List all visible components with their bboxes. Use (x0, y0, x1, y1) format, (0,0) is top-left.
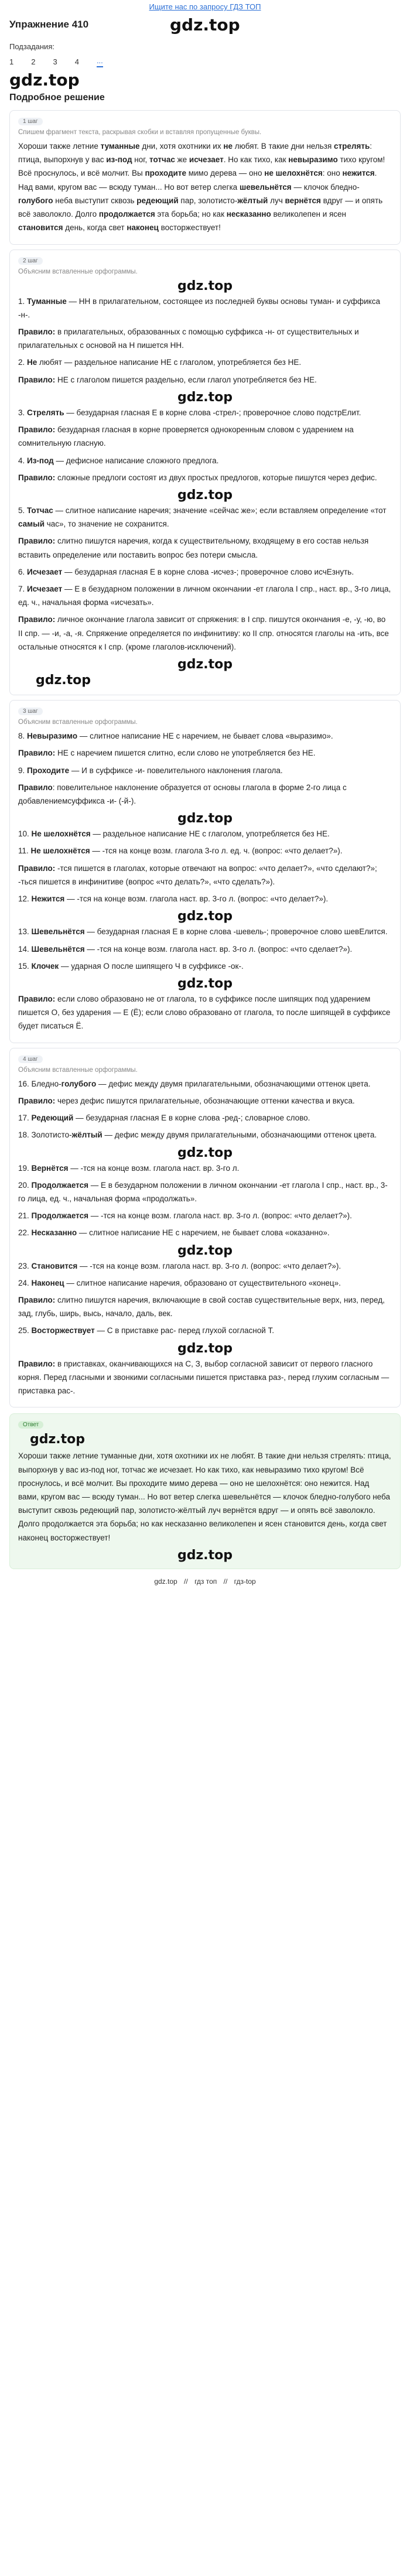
answer-text: Хороши также летние туманные дни, хотя охотники их не любят. В такие дни нельзя стрелять: птица, выпорхнув у вас из-под ног, тотчас же исчезает. Но как тихо, как невыразимо тихо кругом! Всё проснулось, и всё молчит. Вы проходите мимо дерева — оно не шелохнётся: оно нежится. Над вами, кругом вас — всюду туман... Но вот ветер слегка шевельнётся — клочок бледно-голубого неба выступит сквозь редеющий пар, золотисто-жёлтый луч вернётся вдруг — и опять всё заволокло. Долго продолжается эта борьба; но как несказанно великолепен и ясен становится день, когда свет наконец восторжествует! (18, 1451, 391, 1542)
step-badge: 1 шаг (18, 118, 43, 125)
step-hint: Объясним вставленные орфограммы. (18, 719, 138, 726)
step-paragraph: 20. Продолжается — Е в безударном положении в личном окончании -ет глагола I спр., наст. вр., 3-го лица, ед. ч., начальная форма «продолжать». (18, 1180, 388, 1203)
watermark: gdz.top (177, 278, 233, 293)
step-badge: 2 шаг (18, 257, 43, 265)
step-paragraph: Правило: в прилагательных, образованных с помощью суффикса -н- от существительных и прилагательных с основой на Н пишется НН. (18, 327, 359, 350)
step-paragraph: 1. Туманные — НН в прилагательном, состоящее из последней буквы основы туман- и суффикса -н-. (18, 296, 380, 319)
step-badge: 3 шаг (18, 708, 43, 715)
step-paragraph: 2. Не любят — раздельное написание НЕ с глаголом, употребляется без НЕ. (18, 358, 302, 367)
top-search-link[interactable]: Ищите нас по запросу ГДЗ ТОП (149, 2, 261, 11)
subtasks-label: Подзадания: (9, 42, 54, 51)
subtask-2[interactable]: 2 (31, 57, 36, 66)
step-paragraph: 11. Не шелохнётся — -тся на конце возм. глагола 3-го л. ед. ч. (вопрос: «что делает?»). (18, 846, 343, 856)
footer-sep-1: // (184, 1577, 188, 1586)
solution-step (9, 1048, 401, 1408)
watermark: gdz.top (177, 1145, 233, 1160)
step-paragraph: 14. Шевельнётся — -тся на конце возм. глагола наст. вр. 3-го л. (вопрос: «что сделает?»). (18, 944, 353, 954)
step-paragraph: 25. Восторжествует — С в приставке рас- перед глухой согласной Т. (18, 1326, 275, 1335)
header (0, 13, 410, 41)
watermark: gdz.top (9, 70, 80, 90)
step-hint: Объясним вставленные орфограммы. (18, 268, 138, 275)
step-paragraph: 9. Проходите — И в суффиксе -и- повелительного наклонения глагола. (18, 766, 283, 775)
footer-link-3[interactable]: гдз-top (234, 1577, 256, 1586)
step-paragraph: 8. Невыразимо — слитное написание НЕ с наречием, не бывает слова «выразимо». (18, 732, 333, 741)
step-paragraph: 3. Стрелять — безударная гласная Е в корне слова -стрел-; проверочное слово подстрЕлит. (18, 408, 361, 417)
steps-container (0, 110, 410, 1407)
watermark: gdz.top (177, 909, 233, 924)
step-paragraph: Правило: личное окончание глагола зависит от спряжения: в I спр. пишутся окончания -е, -у, -ю, во II спр. — -и, -а, -я. Спряжение определяется по инфинитиву: ко II спр. относятся глаголы на -ить, все остальные относятся к I спр. (кроме глаголов-исключений). (18, 615, 389, 651)
watermark: gdz.top (177, 487, 233, 503)
step-paragraph: 7. Исчезает — Е в безударном положении в личном окончании -ет глагола I спр., наст. вр., 3-го лица, ед. ч., начальная форма «исчезать». (18, 585, 391, 607)
footer-link-2[interactable]: гдз топ (194, 1577, 217, 1586)
step-paragraph: 19. Вернётся — -тся на конце возм. глагола наст. вр. 3-го л. (18, 1163, 240, 1173)
step-paragraph: Правило: в приставках, оканчивающихся на С, З, выбор согласной зависит от первого гласного корня. Перед гласными и звонкими согласными пишется приставка раз-, перед глухим согласным — приставка рас-. (18, 1359, 390, 1396)
footer-sep-2: // (223, 1577, 228, 1586)
step-paragraph: 24. Наконец — слитное написание наречия, образовано от существительного «конец». (18, 1278, 341, 1287)
answer-badge: Ответ (18, 1421, 43, 1429)
step-hint: Спишем фрагмент текста, раскрывая скобки и вставляя пропущенные буквы. (18, 129, 262, 136)
step-paragraph: Правило: повелительное наклонение образуется от основы глагола в форме 2-го лица с добавлениемсуффикса -и- (-й-). (18, 783, 347, 805)
answer-block (9, 1413, 401, 1569)
step-paragraph: Правило: -тся пишется в глаголах, которые отвечают на вопрос: «что делает?», «что сделают?»; -ться пишется в инфинитиве (вопрос «что делать?», «что сделать?»). (18, 863, 377, 886)
step-paragraph: 21. Продолжается — -тся на конце возм. глагола наст. вр. 3-го л. (вопрос: «что делает?»). (18, 1211, 352, 1221)
step-paragraph: 6. Исчезает — безударная гласная Е в корне слова -исчез-; проверочное слово исчЕзнуть. (18, 567, 354, 576)
subtask-1[interactable]: 1 (9, 57, 14, 66)
section-title: Подробное решение (9, 93, 105, 103)
watermark: gdz.top (170, 15, 240, 35)
step-paragraph: Правило: НЕ с глаголом пишется раздельно, если глагол употребляется без НЕ. (18, 375, 317, 384)
step-badge: 4 шаг (18, 1055, 43, 1063)
step-paragraph: 17. Редеющий — безударная гласная Е в корне слова -ред-; словарное слово. (18, 1113, 310, 1123)
step-paragraph: Правило: сложные предлоги состоят из двух простых предлогов, которые пишутся через дефис. (18, 473, 377, 482)
footer-link-1[interactable]: gdz.top (154, 1577, 177, 1586)
step-paragraph: 16. Бледно-голубого — дефис между двумя прилагательными, обозначающими оттенок цвета. (18, 1079, 371, 1088)
step-paragraph: 15. Клочек — ударная О после шипящего Ч в суффиксе -ок-. (18, 961, 244, 971)
step-paragraph: Правило: безударная гласная в корне проверяется однокоренным словом с ударением на сомнительную гласную. (18, 425, 354, 448)
watermark: gdz.top (177, 811, 233, 826)
watermark: gdz.top (177, 1243, 233, 1258)
step-paragraph: Правило: слитно пишутся наречия, когда к существительному, входящему в его состав нельзя вставить определение или поставить вопрос без потери смысла. (18, 537, 369, 559)
step-paragraph: 4. Из-под — дефисное написание сложного предлога. (18, 456, 219, 465)
step-paragraph: Правило: через дефис пишутся прилагательные, обозначающие оттенки качества и вкуса. (18, 1096, 355, 1105)
step-paragraph: 5. Тотчас — слитное написание наречия; значение «сейчас же»; если вставляем определение «тот самый час», то значение не сохранится. (18, 505, 387, 529)
step-paragraph: 23. Становится — -тся на конце возм. глагола наст. вр. 3-го л. (вопрос: «что делает?»). (18, 1261, 341, 1270)
subtasks-nav (0, 53, 410, 70)
step-paragraph: Правило: слитно пишутся наречия, включающие в свой состав существительные верх, низ, перед, зад, глубь, ширь, высь, начало, даль, век. (18, 1296, 385, 1318)
subtask-3[interactable]: 3 (53, 57, 57, 66)
step-paragraph: Правило: если слово образовано не от глагола, то в суффиксе после шипящих под ударением пишется О, без ударения — Е (Ё); если слово образовано от глагола, то после шипящей в суффиксе будет писаться Ё. (18, 994, 391, 1031)
step-paragraph: 22. Несказанно — слитное написание НЕ с наречием, не бывает слова «оказанно». (18, 1228, 330, 1238)
watermark: gdz.top (177, 1341, 233, 1356)
solution-step (9, 110, 401, 245)
watermark: gdz.top (30, 1432, 86, 1447)
watermark: gdz.top (177, 1547, 233, 1563)
step-paragraph: 10. Не шелохнётся — раздельное написание НЕ с глаголом, употребляется без НЕ. (18, 829, 330, 839)
footer (0, 1575, 410, 1591)
subtask-more[interactable]: ... (97, 56, 103, 67)
subtask-4[interactable]: 4 (74, 57, 79, 66)
page-title: Упражнение 410 (9, 19, 89, 30)
step-paragraph: 12. Нежится — -тся на конце возм. глагола наст. вр. 3-го л. (вопрос: «что делает?»). (18, 894, 329, 904)
step-paragraph: 18. Золотисто-жёлтый — дефис между двумя прилагательными, обозначающими оттенок цвета. (18, 1130, 377, 1140)
watermark: gdz.top (177, 657, 233, 672)
step-hint: Объясним вставленные орфограммы. (18, 1066, 138, 1074)
watermark-row (0, 70, 410, 90)
watermark: gdz.top (36, 673, 91, 688)
step-paragraph: Хороши также летние туманные дни, хотя охотники их не любят. В такие дни нельзя стрелять: птица, выпорхнув у вас из-под ног, тотчас же исчезает. Но как тихо, как невыразимо тихо кругом! Всё проснулось, и всё молчит. Вы проходите мимо дерева — оно не шелохнётся: оно нежится. Над вами, кругом вас — всюду туман... Но вот ветер слегка шевельнётся — клочок бледно-голубого неба выступит сквозь редеющий пар, золотисто-жёлтый луч вернётся вдруг — и опять всё заволокло. Долго продолжается эта борьба; но как несказанно великолепен и ясен становится день, когда свет наконец восторжествует! (18, 142, 385, 233)
step-paragraph: 13. Шевельнётся — безударная гласная Е в корне слова -шевель-; проверочное слово шевЕлится. (18, 927, 388, 937)
watermark: gdz.top (177, 976, 233, 991)
solution-step (9, 250, 401, 696)
watermark: gdz.top (177, 390, 233, 405)
step-paragraph: Правило: НЕ с наречием пишется слитно, если слово не употребляется без НЕ. (18, 749, 316, 758)
solution-step (9, 700, 401, 1043)
